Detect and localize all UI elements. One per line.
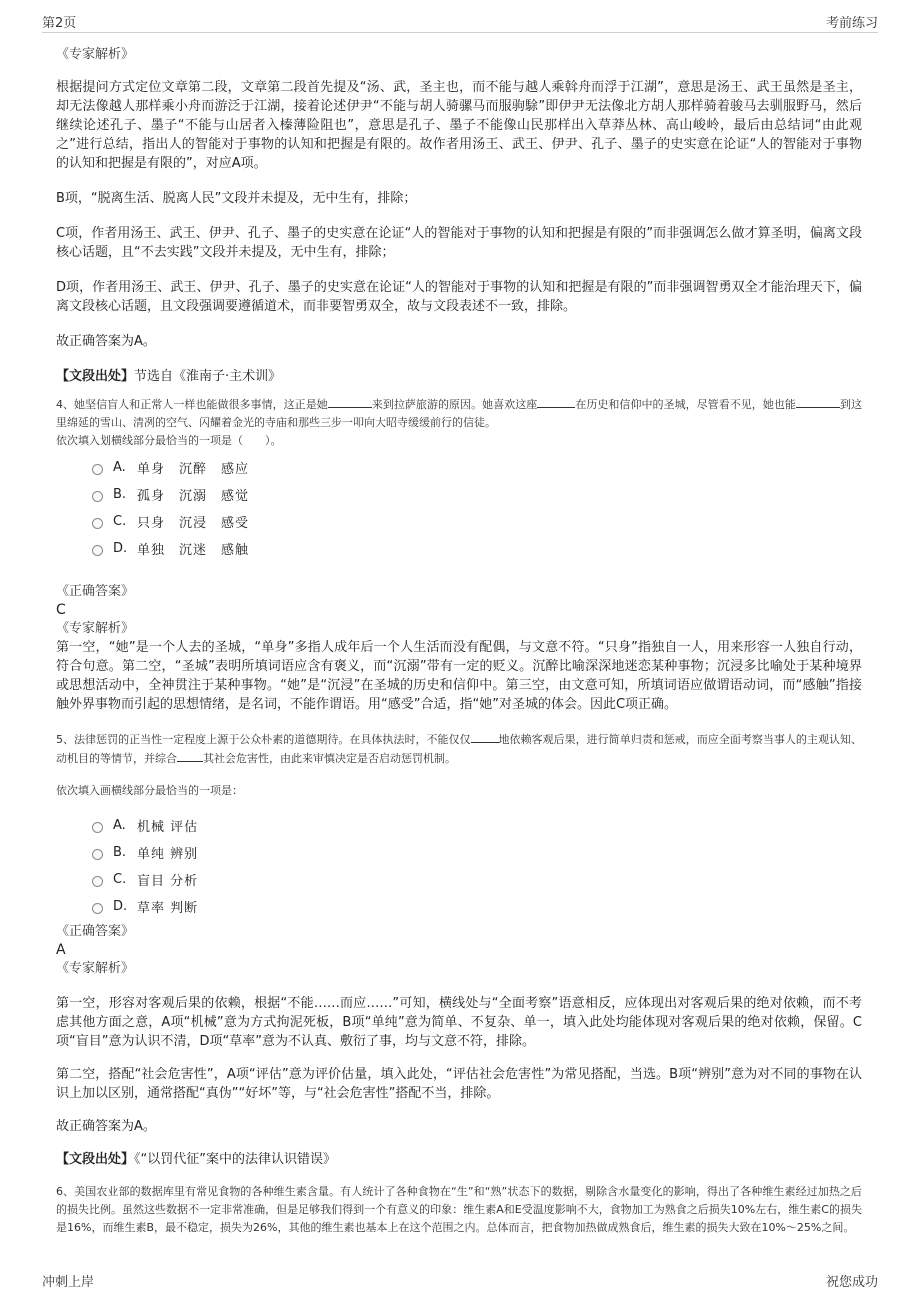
question-4-instruction: 依次填入划横线部分最恰当的一项是（ ）。 — [56, 434, 282, 447]
correct-answer: C — [56, 602, 66, 618]
footer-left: 冲刺上岸 — [42, 1275, 95, 1290]
header-divider — [42, 32, 878, 33]
analysis-paragraph: B项，“脱离生活、脱离人民”文段并未提及，无中生有，排除； — [56, 191, 417, 206]
answer-blank — [328, 395, 372, 408]
option-c[interactable]: C. 盲目 分析 — [92, 866, 862, 893]
question-4-analysis: 第一空，“她”是一个人去的圣城，“单身”多指人成年后一个人生活而没有配偶，与文意不符。“只身”指独自一人，用来形容一人独自行动，符合句意。第二空，“圣城”表明所填词语应含有褒义，而“沉溺”带有一定的贬义。沉醉比喻深深地迷恋某种事物；沉浸多比喻处于某种境界或思想活动中，全神贯注于某种事物。“她”是“沉浸”在圣城的历史和信仰中。第三空，由文意可知，所填词语应做谓语动词，而“感触”指接触外界事物而引起的思想情绪，是名词，不能作谓语。用“感受”合适，指“她”对圣城的体会。因此C项正确。 — [56, 640, 862, 712]
source-citation — [56, 1150, 862, 1169]
answer-blank — [471, 730, 499, 743]
radio-icon[interactable] — [92, 518, 103, 529]
expert-analysis-label: 《专家解析》 — [56, 621, 135, 636]
option-d[interactable]: D. 单独 沉迷 感触 — [92, 535, 862, 562]
correct-answer-label: 《正确答案》 — [56, 924, 135, 939]
source-text: 《“以罚代征”案中的法律认识错误》 — [134, 1152, 336, 1167]
expert-analysis-label: 《专家解析》 — [56, 47, 135, 62]
page-number: 第2页 — [42, 16, 77, 31]
radio-icon[interactable] — [92, 464, 103, 475]
option-b[interactable]: B. 单纯 辨别 — [92, 839, 862, 866]
option-b[interactable]: B. 孤身 沉溺 感觉 — [92, 481, 862, 508]
answer-blank — [177, 749, 203, 762]
radio-icon[interactable] — [92, 545, 103, 556]
correct-answer: A — [56, 942, 66, 958]
source-bracket: 【文段出处】 — [56, 1152, 135, 1167]
question-5-stem: 5、法律惩罚的正当性一定程度上源于公众朴素的道德期待。在具体执法时，不能仅仅 地依赖客观后果，进行简单归责和惩戒，而应全面考察当事人的主观认知、动机目的等情节，并综合 其社会危害性，由此来审慎决定是否启动惩罚机制。 — [56, 730, 862, 768]
radio-icon[interactable] — [92, 849, 103, 860]
question-5-options — [92, 812, 862, 920]
conclusion-line: 故正确答案为A。 — [56, 334, 156, 349]
question-4-options — [92, 454, 862, 562]
header-title: 考前练习 — [825, 16, 878, 31]
question-6-stem: 6、美国农业部的数据库里有常见食物的各种维生素含量。有人统计了各种食物在“生”和“熟”状态下的数据，剔除含水量变化的影响，得出了各种维生素经过加热之后的损失比例。虽然这些数据不一定非常准确，但是足够我们得到一个有意义的印象：维生素A和E受温度影响不大，食物加工为熟食之后损失10%左右，维生素C的损失是16%，而维生素B，最不稳定，损失为26%，其他的维生素也基本上在这个范围之内。总体而言，把食物加热做成熟食后，维生素的损失大致在10%～25%之间。 — [56, 1185, 862, 1234]
source-citation — [56, 367, 862, 386]
question-5-analysis: 第二空，搭配“社会危害性”，A项“评估”意为评价估量，填入此处，“评估社会危害性”为常见搭配，当选。B项“辨别”意为对不同的事物在认识上加以区别，通常搭配“真伪”“好坏”等，与“社会危害性”搭配不当，排除。 — [56, 1067, 862, 1101]
radio-icon[interactable] — [92, 903, 103, 914]
footer-right: 祝您成功 — [825, 1275, 878, 1290]
option-c[interactable]: C. 只身 沉浸 感受 — [92, 508, 862, 535]
answer-blank — [796, 395, 840, 408]
question-4-stem: 4、她坚信盲人和正常人一样也能做很多事情，这正是她 来到拉萨旅游的原因。她喜欢这座 在历史和信仰中的圣城，尽管看不见，她也能 到这里绵延的雪山、清冽的空气、闪耀着金光的寺庙和那些三步一叩向大昭寺缓缓前行的信徒。 — [56, 395, 862, 432]
correct-answer-label: 《正确答案》 — [56, 584, 135, 599]
radio-icon[interactable] — [92, 822, 103, 833]
radio-icon[interactable] — [92, 876, 103, 887]
option-d[interactable]: D. 草率 判断 — [92, 893, 862, 920]
radio-icon[interactable] — [92, 491, 103, 502]
analysis-paragraph: D项，作者用汤王、武王、伊尹、孔子、墨子的史实意在论证“人的智能对于事物的认知和把握是有限的”而非强调智勇双全才能治理天下，偏离文段核心话题，且文段强调要遵循道术，而非要智勇双全，故与文段表述不一致，排除。 — [56, 280, 862, 314]
option-a[interactable]: A. 机械 评估 — [92, 812, 862, 839]
answer-blank — [537, 395, 575, 408]
conclusion-line: 故正确答案为A。 — [56, 1119, 156, 1134]
question-5-instruction: 依次填入画横线部分最恰当的一项是： — [56, 784, 243, 797]
option-a[interactable]: A. 单身 沉醉 感应 — [92, 454, 862, 481]
source-text: 节选自《淮南子·主术训》 — [134, 369, 282, 384]
analysis-paragraph: C项，作者用汤王、武王、伊尹、孔子、墨子的史实意在论证“人的智能对于事物的认知和把握是有限的”而非强调怎么做才算圣明，偏离文段核心话题，且“不去实践”文段并未提及，无中生有，排除； — [56, 226, 862, 260]
document-body — [56, 40, 862, 1237]
analysis-paragraph: 根据提问方式定位文章第二段，文章第二段首先提及“汤、武，圣主也，而不能与越人乘斡舟而浮于江湖”，意思是汤王、武王虽然是圣主，却无法像越人那样乘小舟而游泛于江湖，接着论述伊尹“不能与胡人骑骡马而服驹駼”即伊尹无法像北方胡人那样骑着骏马去驯服野马，然后继续论述孔子、墨子“不能与山居者入榛薄险阻也”，意思是孔子、墨子不能像山民那样出入草莽丛林、高山峻岭，最后由总结词“由此观之”进行总结，指出人的智能对于事物的认知和把握是有限的。故作者用汤王、武王、伊尹、孔子、墨子的史实意在论证“人的智能对于事物的认知和把握是有限的”，对应A项。 — [56, 80, 862, 171]
question-5-analysis: 第一空，形容对客观后果的依赖，根据“不能……而应……”可知，横线处与“全面考察”语意相反，应体现出对客观后果的绝对依赖，而不考虑其他方面之意，A项“机械”意为方式拘泥死板，B项“单纯”意为简单、不复杂、单一，填入此处均能体现对客观后果的绝对依赖，保留。C项“盲目”意为认识不清，D项“草率”意为不认真、敷衍了事，均与文意不符，排除。 — [56, 996, 862, 1049]
source-bracket: 【文段出处】 — [56, 369, 135, 384]
expert-analysis-label: 《专家解析》 — [56, 961, 135, 976]
